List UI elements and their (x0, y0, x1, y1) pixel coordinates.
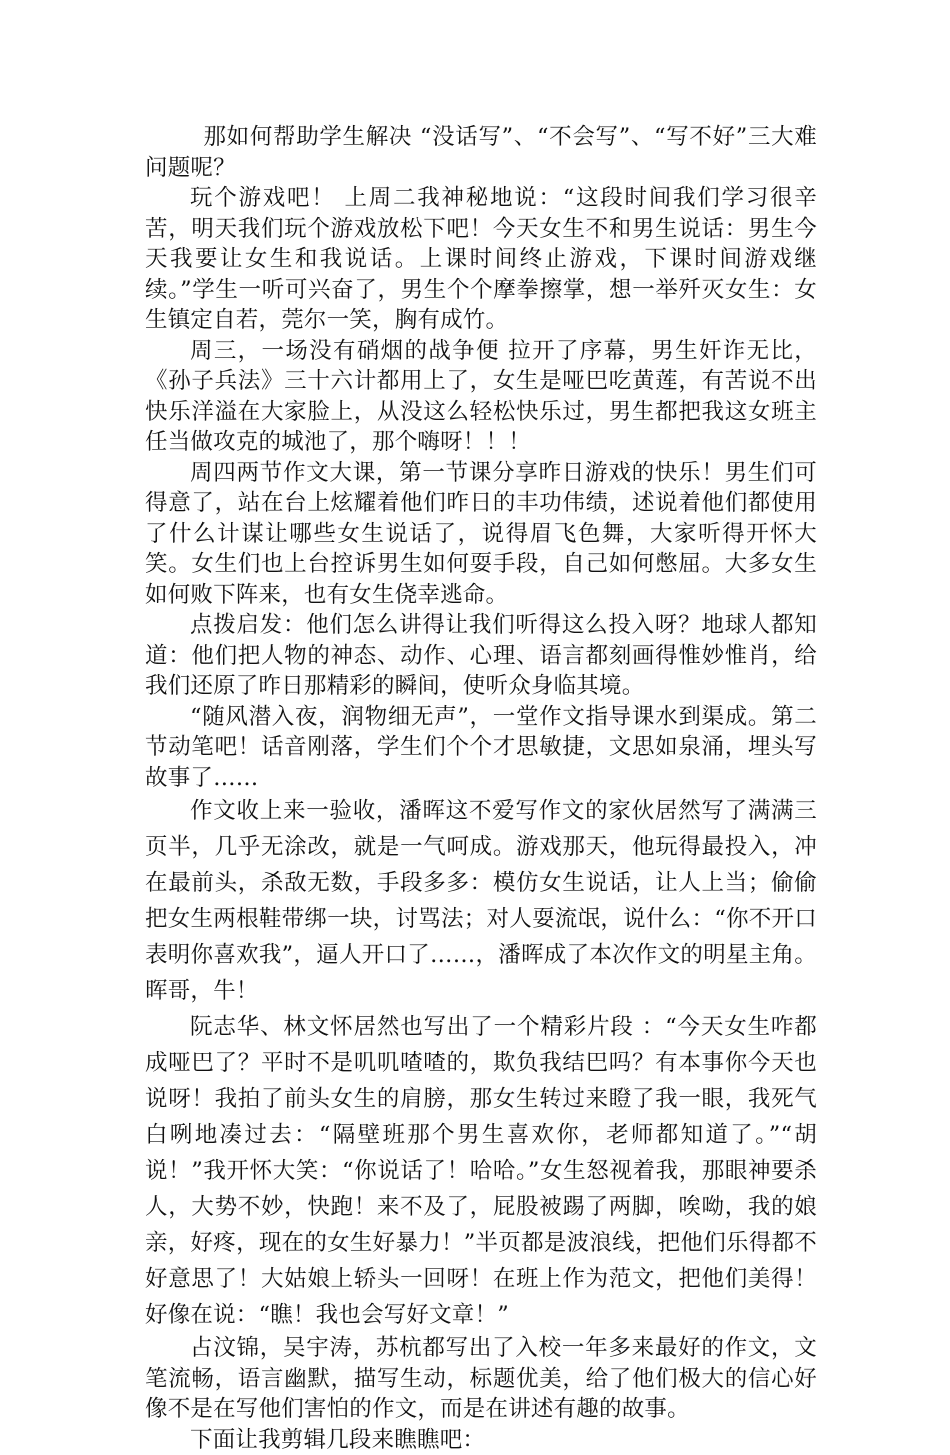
paragraph-question: 那如何帮助学生解决 “没话写”、“不会写”、“写不好”三大难问题呢？ (145, 122, 817, 183)
paragraph-other-students: 占汶锦，吴宇涛，苏杭都写出了入校一年多来最好的作文，文笔流畅，语言幽默，描写生动，标题优美，给了他们极大的信心好像不是在写他们害怕的作文，而是在讲述有趣的故事。 (145, 1333, 817, 1425)
paragraph-thursday: 周四两节作文大课，第一节课分享昨日游戏的快乐！男生们可得意了，站在台上炫耀着他们昨日的丰功伟绩，述说着他们都使用了什么计谋让哪些女生说话了，说得眉飞色舞，大家听得开怀大笑。女生们也上台控诉男生如何耍手段，自己如何憋屈。大多女生如何败下阵来，也有女生侥幸逃命。 (145, 458, 817, 611)
paragraph-ruan-lin: 阮志华、林文怀居然也写出了一个精彩片段 ：“今天女生咋都成哑巴了？平时不是叽叽喳喳的，欺负我结巴吗？有本事你今天也说呀！我拍了前头女生的肩膀，那女生转过来瞪了我一眼，我死气白咧地凑过去：“隔壁班那个男生喜欢你，老师都知道了。”“胡说！”我开怀大笑：“你说话了！哈哈。”女生怒视着我，那眼神要杀人，大势不妙，快跑！来不及了，屁股被踢了两脚，唉呦，我的娘亲，好疼，现在的女生好暴力！”半页都是波浪线，把他们乐得都不好意思了！大姑娘上轿头一回呀！在班上作为范文，把他们美得！好像在说：“瞧！我也会写好文章！” (145, 1009, 817, 1333)
paragraph-wednesday: 周三，一场没有硝烟的战争便 拉开了序幕，男生奸诈无比，《孙子兵法》三十六计都用上了，女生是哑巴吃黄莲，有苦说不出快乐洋溢在大家脸上，从没这么轻松快乐过，男生都把我这女班主任当做攻克的城池了，那个嗨呀！！！ (145, 336, 817, 458)
paragraph-guidance: 点拨启发：他们怎么讲得让我们听得这么投入呀？地球人都知道：他们把人物的神态、动作、心理、语言都刻画得惟妙惟肖，给我们还原了昨日那精彩的瞬间，使听众身临其境。 (145, 610, 817, 702)
paragraph-writing-begins: “随风潜入夜，润物细无声”，一堂作文指导课水到渠成。第二节动笔吧！话音刚落，学生们个个才思敏捷，文思如泉涌，埋头写故事了…… (145, 702, 817, 794)
paragraph-panhui: 作文收上来一验收，潘晖这不爱写作文的家伙居然写了满满三页半，几乎无涂改，就是一气呵成。游戏那天，他玩得最投入，冲在最前头，杀敌无数，手段多多：模仿女生说话，让人上当；偷偷把女生两根鞋带绑一块，讨骂法；对人耍流氓，说什么：“你不开口表明你喜欢我”，逼人开口了……，潘晖成了本次作文的明星主角。晖哥，牛！ (145, 793, 817, 1009)
paragraph-closing: 下面让我剪辑几段来瞧瞧吧： (145, 1425, 817, 1455)
article-body (145, 122, 817, 1455)
paragraph-game-intro: 玩个游戏吧！ 上周二我神秘地说：“这段时间我们学习很辛苦，明天我们玩个游戏放松下吧！今天女生不和男生说话：男生今天我要让女生和我说话。上课时间终止游戏，下课时间游戏继续。”学生一听可兴奋了，男生个个摩拳擦掌，想一举歼灭女生：女生镇定自若，莞尔一笑，胸有成竹。 (145, 183, 817, 336)
